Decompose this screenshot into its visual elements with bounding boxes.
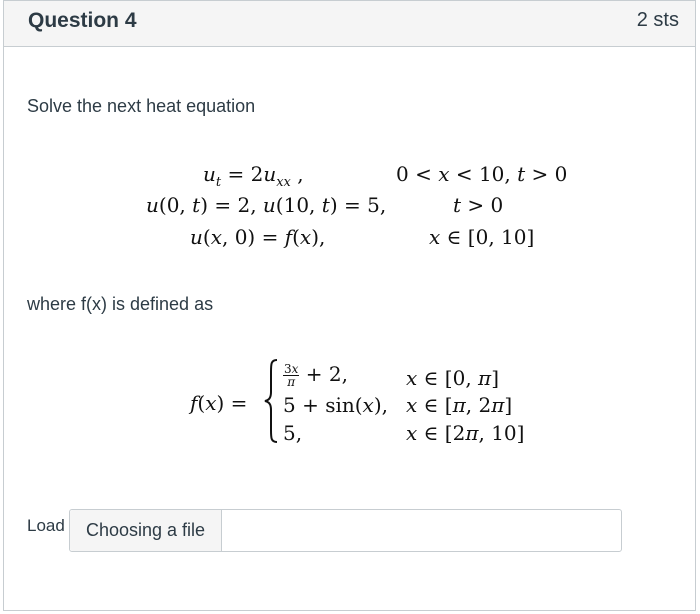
equation-row3-left: u(x, 0) = f(x), xyxy=(190,225,326,249)
left-brace-icon xyxy=(263,358,279,444)
question-header xyxy=(4,1,695,47)
equation-row2-left: u(0, t) = 2, u(10, t) = 5, xyxy=(146,193,387,217)
upload-label: Load xyxy=(27,516,65,535)
piecewise-case3-expr: 5, xyxy=(283,421,303,445)
equation-row3-right: x ∈ [0, 10] xyxy=(429,225,535,249)
choose-file-button[interactable]: Choosing a file xyxy=(70,510,222,551)
piecewise-case1-domain: x ∈ [0, π] xyxy=(406,366,500,390)
prompt-intro: Solve the next heat equation xyxy=(27,96,256,116)
question-points: 2 sts xyxy=(636,9,679,31)
equation-row1-right: 0 < x < 10, t > 0 xyxy=(396,162,568,186)
question-title: Question 4 xyxy=(28,9,137,32)
piecewise-case2-domain: x ∈ [π, 2π] xyxy=(406,393,513,417)
piecewise-case1-expr: $\frac{3x}{\pi}$ + 2, xyxy=(284,362,348,389)
equation-row1-left: $u_t = 2u_{xx}$ , xyxy=(203,162,304,190)
equation-row2-right: t > 0 xyxy=(453,193,504,217)
piecewise-case2-expr: 5 + sin(x), xyxy=(283,393,388,417)
file-upload-field[interactable] xyxy=(69,509,622,552)
piecewise-case3-domain: x ∈ [2π, 10] xyxy=(406,421,525,445)
prompt-where: where f(x) is defined as xyxy=(27,294,214,314)
piecewise-lhs: f(x) = xyxy=(190,391,248,415)
